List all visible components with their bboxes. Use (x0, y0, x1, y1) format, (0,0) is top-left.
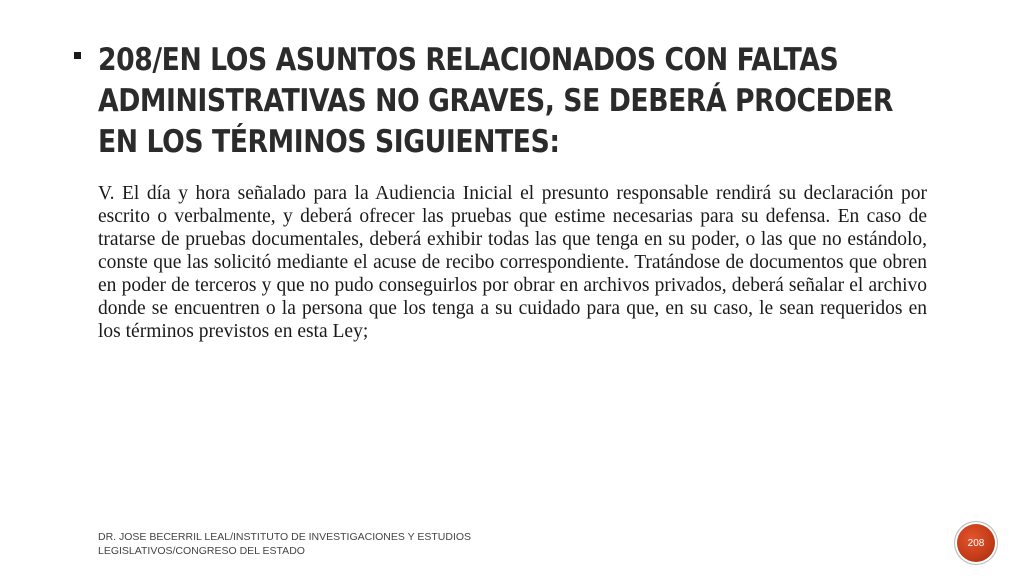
slide-body-text: V. El día y hora señalado para la Audiencia Inicial el presunto responsable rendirá su declaración por escrito o verbalmente, y deberá ofrecer las pruebas que estime necesarias para su defensa. En caso de tratarse de pruebas documentales, deberá exhibir todas las que tenga en su poder, o las que no estándolo, conste que las solicitó mediante el acuse de recibo correspondiente. Tratándose de documentos que obren en poder de terceros y que no pudo conseguirlos por obrar en archivos privados, deberá señalar el archivo donde se encuentren o la persona que los tenga a su cuidado para que, en su caso, le sean requeridos en los términos previstos en esta Ley; (98, 183, 927, 342)
slide-number-label: 208 (967, 537, 985, 549)
slide-number-badge (957, 524, 995, 562)
slide-title: 208/EN LOS ASUNTOS RELACIONADOS CON FALTAS ADMINISTRATIVAS NO GRAVES, SE DEBERÁ PROCEDER EN LOS TÉRMINOS SIGUIENTES: (98, 42, 893, 160)
title-bullet-marker (74, 52, 81, 59)
slide-footer: DR. JOSE BECERRIL LEAL/INSTITUTO DE INVESTIGACIONES Y ESTUDIOS LEGISLATIVOS/CONGRESO DEL ESTADO (98, 531, 472, 557)
